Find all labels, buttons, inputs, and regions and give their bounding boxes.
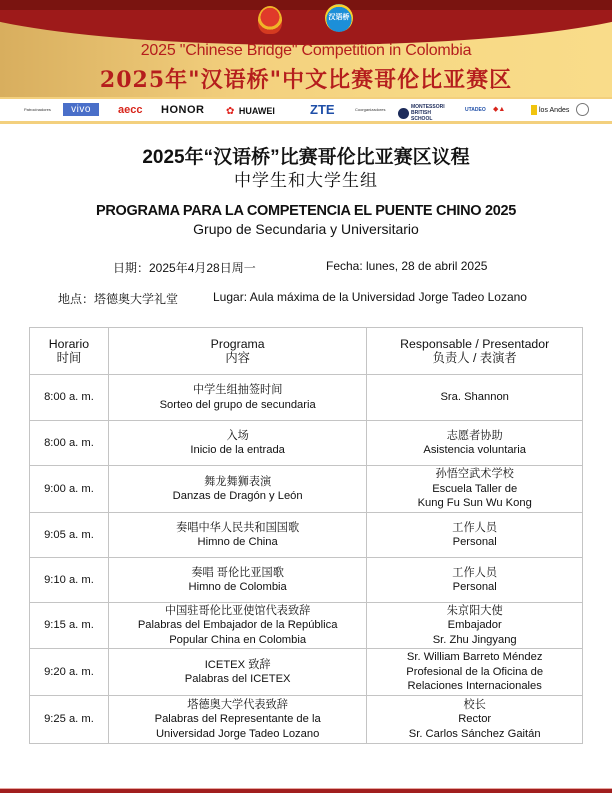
sponsor-logo-aecc: aecc [118,104,143,116]
cell-responsible [367,375,583,421]
date-zh: 日期：2025年4月28日周一 [113,261,256,275]
place-zh: 地点：塔德奥大学礼堂 [58,292,179,306]
table-row [30,375,583,421]
header-banner [0,0,612,97]
sponsor-logo-honor: HONOR [161,104,205,116]
cell-time: 9:20 a. m. [30,649,109,696]
header-responsible-zh: 负责人 / 表演者 [432,351,517,365]
responsible-line: 孙悟空武术学校 [435,468,514,481]
organizer-logo-montessori [398,104,449,126]
header-program [108,328,366,375]
cell-program [108,649,366,696]
cell-responsible [367,558,583,603]
banner-red-top [0,0,612,10]
montessori-crest-icon [398,108,409,119]
responsible-line: 朱京阳大使 [446,604,503,617]
table-row [30,603,583,649]
program-line: ICETEX 致辞 [204,658,271,671]
organizer-logo-andes [531,99,569,121]
responsible-line: 志愿者协助 [446,429,503,442]
header-time [30,328,109,375]
table-row [30,558,583,603]
cell-responsible [367,649,583,696]
program-line: 塔德奥大学代表致辞 [187,698,288,711]
header-time-es: Horario [48,336,90,351]
cell-time: 9:10 a. m. [30,558,109,603]
program-line: Universidad Jorge Tadeo Lozano [155,727,320,740]
program-line: 中国驻哥伦比亚使馆代表致辞 [164,604,311,617]
cell-program [108,466,366,513]
cell-time: 8:00 a. m. [30,375,109,421]
place-es: Lugar: Aula máxima de la Universidad Jorge Tadeo Lozano [213,290,527,304]
header-time-zh: 时间 [56,351,82,365]
sponsor-logo-vivo: vivo [63,103,99,116]
program-line: 中学生组抽签时间 [192,384,283,396]
cell-time: 8:00 a. m. [30,421,109,466]
cell-responsible [367,466,583,513]
andes-mark-icon [531,105,537,115]
program-line: 奏唱 哥伦比亚国歌 [191,566,284,579]
agenda-subtitle-es: Grupo de Secundaria y Universitario [193,221,419,237]
cell-program [108,696,366,744]
agenda-table [29,327,583,744]
seal-icon [576,103,589,116]
table-row [30,649,583,696]
cell-time: 9:00 a. m. [30,466,109,513]
responsible-line: Sr. William Barreto Méndez [406,651,543,664]
banner-title-en: 2025 "Chinese Bridge" Competition in Colombia [140,42,472,59]
program-line: Popular China en Colombia [169,633,307,646]
sponsor-logo-huawei [226,99,275,121]
program-line: 舞龙舞狮表演 [204,475,272,488]
andes-text: los Andes [539,107,570,114]
header-program-es: Programa [210,336,265,351]
montessori-text: MONTESSORI BRITISH SCHOOL [411,104,445,122]
sponsors-label: Patrocinadores [24,107,51,112]
cell-program [108,375,366,421]
sponsor-logo-zte: ZTE [310,102,335,117]
header-program-zh: 内容 [225,351,250,365]
header-responsible [367,328,583,375]
huawei-flower-icon: ✿ [226,106,235,117]
cell-program [108,421,366,466]
footer-bar [0,788,612,793]
responsible-line: Sr. Zhu Jingyang [432,633,517,646]
program-line: 奏唱中华人民共和国国歌 [176,521,300,534]
agenda-title-es: PROGRAMA PARA LA COMPETENCIA EL PUENTE CHINO 2025 [95,203,517,219]
responsible-line: Embajador [447,619,502,632]
responsible-line: Profesional de la Oficina de [406,665,544,678]
agenda-subtitle-zh: 中学生和大学生组 [234,171,378,190]
table-row [30,421,583,466]
program-line: 入场 [226,429,249,442]
cell-program [108,603,366,649]
huawei-text: HUAWEI [238,106,275,116]
program-line: Palabras del Embajador de la República [137,619,338,632]
chinese-bridge-logo-icon: 汉语桥 [325,4,353,32]
header-responsible-es: Responsable / Presentador [400,336,550,351]
responsible-line: 工作人员 [452,566,498,579]
responsible-line: Relaciones Internacionales [407,680,542,693]
sponsor-strip [0,97,612,124]
table-row [30,466,583,513]
organizer-logo-red: ◆▲ [493,106,506,113]
table-header-row [30,328,583,375]
organizer-logo-utadeo: UTADEO [465,107,486,113]
banner-title-zh: 2025年"汉语桥"中文比赛哥伦比亚赛区 [99,67,513,93]
cell-time: 9:15 a. m. [30,603,109,649]
program-line: Inicio de la entrada [190,444,285,456]
program-line: Danzas de Dragón y León [172,490,303,502]
cell-program [108,513,366,558]
program-line: Himno de Colombia [188,581,287,593]
responsible-line: Rector [458,713,492,726]
national-emblem-icon [258,6,282,34]
responsible-line: Personal [452,536,497,548]
program-line: Himno de China [197,536,278,548]
responsible-line: 工作人员 [452,521,498,534]
cell-responsible [367,421,583,466]
table-row [30,696,583,744]
program-line: Palabras del ICETEX [184,673,291,685]
cell-program [108,558,366,603]
cell-time: 9:05 a. m. [30,513,109,558]
responsible-line: Sra. Shannon [440,391,509,404]
responsible-line: 校长 [463,698,486,711]
cell-responsible [367,513,583,558]
responsible-line: Escuela Taller de [432,482,518,495]
responsible-line: Sr. Carlos Sánchez Gaitán [408,727,541,740]
program-line: Sorteo del grupo de secundaria [159,398,316,411]
responsible-line: Personal [452,581,497,593]
responsible-line: Asistencia voluntaria [423,444,526,456]
program-line: Palabras del Representante de la [154,713,321,726]
cell-responsible [367,603,583,649]
table-row [30,513,583,558]
organizer-seal [576,99,589,121]
cell-responsible [367,696,583,744]
date-es: Fecha: lunes, 28 de abril 2025 [326,259,488,273]
organizers-label: Coorganizadores [355,107,386,112]
responsible-line: Kung Fu Sun Wu Kong [417,497,532,510]
cell-time: 9:25 a. m. [30,696,109,744]
agenda-title-zh: 2025年“汉语桥”比赛哥伦比亚赛区议程 [142,147,470,168]
